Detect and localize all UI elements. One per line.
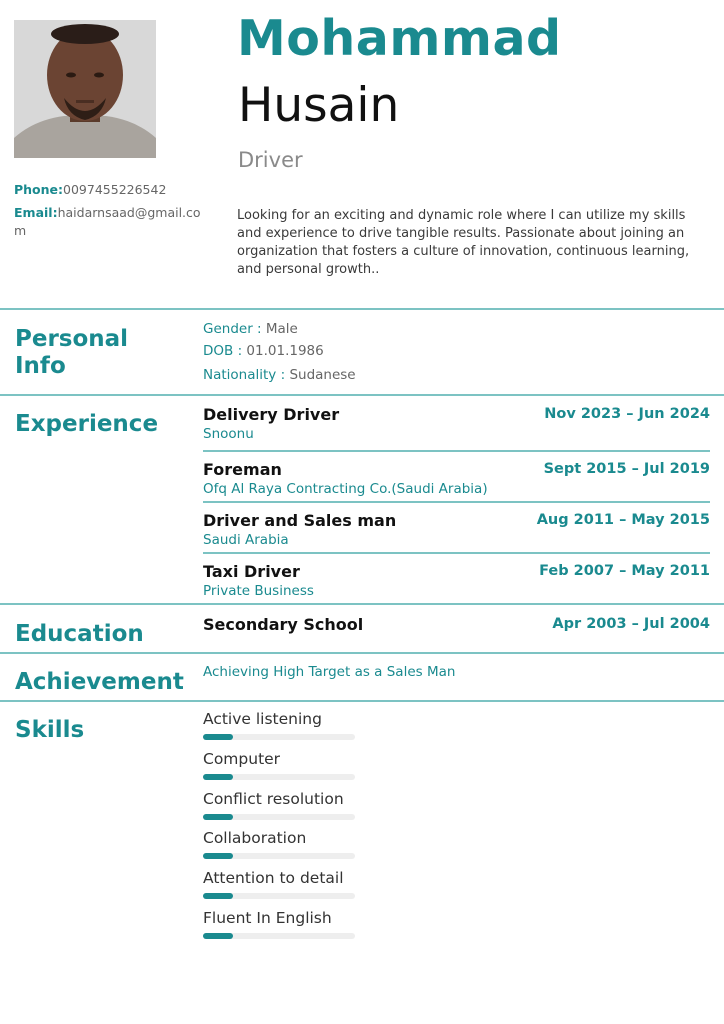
skill-bar-fill (203, 814, 233, 820)
nationality-value: Sudanese (289, 367, 356, 383)
skill-item (203, 710, 355, 740)
nationality-row (203, 367, 356, 383)
skill-bar (203, 853, 355, 859)
email-line (14, 204, 204, 240)
skill-name: Fluent In English (203, 909, 332, 927)
job-org-2: Saudi Arabia (203, 532, 289, 548)
first-name: Mohammad (237, 10, 562, 67)
skill-item (203, 790, 355, 820)
gender-value: Male (265, 321, 298, 337)
job-title-1: Foreman (203, 460, 282, 479)
divider (0, 652, 724, 654)
skill-name: Attention to detail (203, 869, 344, 887)
dob-value: 01.01.1986 (246, 343, 324, 359)
job-dates-3: Feb 2007 – May 2011 (539, 563, 710, 579)
skill-name: Active listening (203, 710, 322, 728)
divider (203, 501, 710, 503)
phone-label: Phone: (14, 182, 64, 197)
skill-item (203, 869, 355, 899)
job-title-0: Delivery Driver (203, 405, 340, 424)
skill-item (203, 909, 355, 939)
skill-name: Collaboration (203, 829, 307, 847)
job-title-2: Driver and Sales man (203, 511, 397, 530)
divider (0, 700, 724, 702)
divider (203, 450, 710, 452)
skill-bar (203, 893, 355, 899)
phone-line (14, 181, 166, 199)
divider (0, 603, 724, 605)
job-org-3: Private Business (203, 583, 314, 599)
section-title-skills: Skills (15, 717, 85, 743)
job-title-3: Taxi Driver (203, 562, 300, 581)
phone-value[interactable]: 0097455226542 (63, 182, 167, 197)
skill-bar-fill (203, 893, 233, 899)
job-org-1: Ofq Al Raya Contracting Co.(Saudi Arabia) (203, 481, 488, 497)
section-title-achievement: Achievement (15, 669, 184, 695)
job-dates-2: Aug 2011 – May 2015 (536, 512, 710, 528)
achievement-text: Achieving High Target as a Sales Man (203, 664, 456, 680)
divider (0, 308, 724, 310)
skill-bar (203, 814, 355, 820)
dob-label: DOB : (203, 343, 243, 359)
education-dates-0: Apr 2003 – Jul 2004 (552, 616, 710, 632)
divider (0, 394, 724, 396)
skill-name: Conflict resolution (203, 790, 344, 808)
profile-photo (14, 20, 156, 158)
last-name: Husain (238, 78, 400, 133)
skill-bar-fill (203, 774, 233, 780)
avatar-photo (14, 20, 156, 158)
skill-name: Computer (203, 750, 281, 768)
job-dates-0: Nov 2023 – Jun 2024 (544, 406, 710, 422)
skill-bar (203, 933, 355, 939)
job-org-0: Snoonu (203, 426, 254, 442)
section-title-education: Education (15, 621, 144, 647)
job-title: Driver (238, 148, 303, 172)
summary-text: Looking for an exciting and dynamic role where I can utilize my skills and experience to drive tangible results. Passionate about joining an organization that fosters a culture of innovation, continuous learning, and personal growth.. (237, 208, 690, 277)
email-label: Email: (14, 205, 58, 220)
dob-row (203, 343, 324, 359)
email-value[interactable]: haidarnsaad@gmail.com (14, 205, 201, 238)
divider (203, 552, 710, 554)
job-dates-1: Sept 2015 – Jul 2019 (543, 461, 710, 477)
skill-bar (203, 774, 355, 780)
skill-bar-fill (203, 853, 233, 859)
section-title-personal: Personal Info (15, 326, 129, 379)
skill-bar-fill (203, 933, 233, 939)
section-title-experience: Experience (15, 411, 159, 437)
skill-item (203, 829, 355, 859)
skill-bar (203, 734, 355, 740)
education-title-0: Secondary School (203, 615, 364, 634)
nationality-label: Nationality : (203, 367, 286, 383)
gender-row (203, 321, 298, 337)
skill-item (203, 750, 355, 780)
gender-label: Gender : (203, 321, 262, 337)
skill-bar-fill (203, 734, 233, 740)
